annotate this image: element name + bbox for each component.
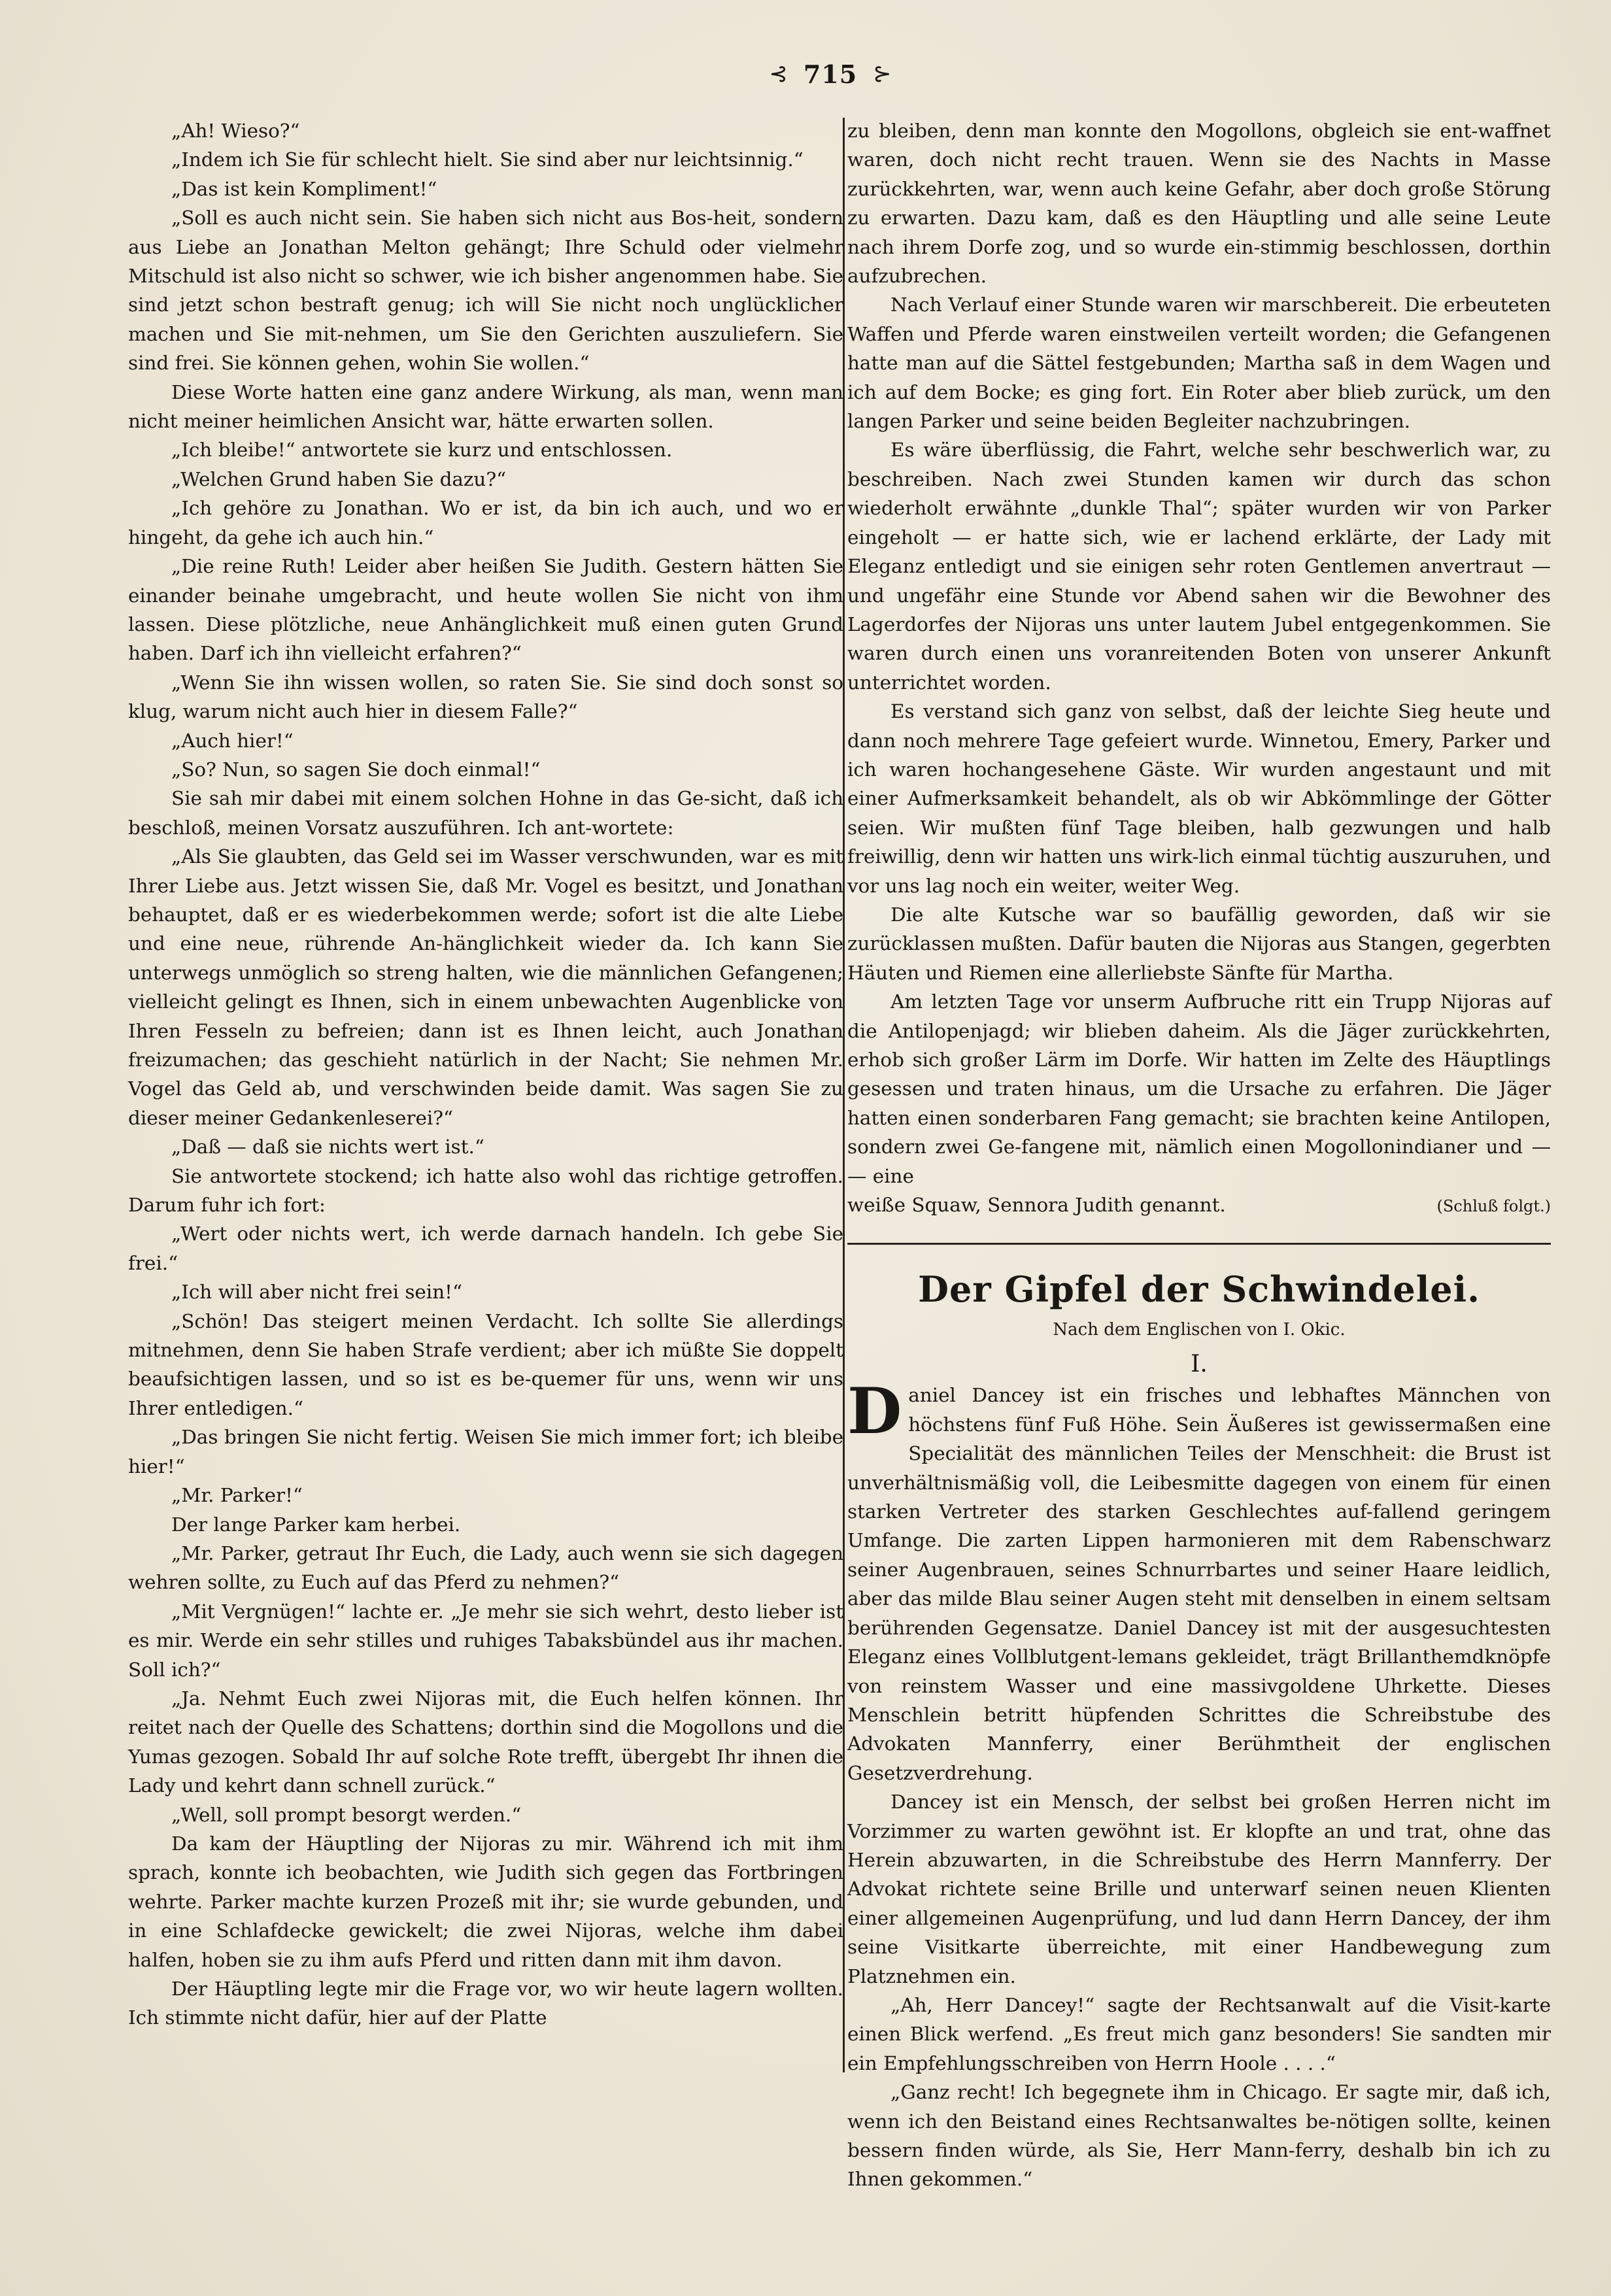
paragraph: Sie antwortete stockend; ich hatte also wohl das richtige getroffen. Darum fuhr ich fort: [128,1164,843,1217]
paragraph: Am letzten Tage vor unserm Aufbruche ritt ein Trupp Nijoras auf die Antilopenjagd; wir blieben daheim. Als die Jäger zurückkehrten, erhob sich großer Lärm im Dorfe. Wir hatten im Zelte des Häuptlings gesessen und traten hinaus, um die Ursache zu erfahren. Die Jäger hatten einen sonderbaren Fang gemacht; sie brachten keine Antilopen, sondern zwei Ge-fangene mit, nämlich einen Mogollonindianer und — — eine [847,990,1551,1187]
paragraph: Es wäre überflüssig, die Fahrt, welche sehr beschwerlich war, zu beschreiben. Nach zwei Stunden kamen wir durch das schon wiederholt erwähnte „dunkle Thal“; später wurden wir von Parker eingeholt — er hatte sich, wie er lachend erklärte, der Lady mit Eleganz entledigt und sie einigen sehr roten Gentlemen anvertraut — und ungefähr eine Stunde vor Abend sahen wir die Bewohner des Lagerdorfes der Nijoras uns unter lautem Jubel entgegenkommen. Sie waren durch einen uns voranreitenden Boten von unserer Ankunft unterrichtet worden. [847,439,1551,694]
paragraph: „Indem ich Sie für schlecht hielt. Sie sind aber nur leichtsinnig.“ [171,148,804,171]
first-paragraph [847,1374,1551,1787]
paragraph: „Die reine Ruth! Leider aber heißen Sie Judith. Gestern hätten Sie einander beinahe umgebracht, und heute wollen Sie nicht von ihm lassen. Diese plötzliche, neue Anhänglichkeit muß einen guten Grund haben. Darf ich ihn vielleicht erfahren?“ [128,555,843,665]
paragraph: Es verstand sich ganz von selbst, daß der leichte Sieg heute und dann noch mehrere Tage gefeiert wurde. Winnetou, Emery, Parker und ich waren hochangesehene Gäste. Wir wurden angestaunt und mit einer Aufmerksamkeit behandelt, als ob wir Abkömmlinge der Götter seien. Wir mußten fünf Tage bleiben, halb gezwungen und halb freiwillig, denn wir hatten uns wirk-lich einmal tüchtig auszuruhen, und vor uns lag noch ein weiter, weiter Weg. [847,700,1551,897]
paragraph: „So? Nun, so sagen Sie doch einmal!“ [171,758,541,781]
to-be-continued-note: (Schluß folgt.) [1436,1197,1551,1216]
page-header [739,58,922,90]
paragraph: Da kam der Häuptling der Nijoras zu mir. Während ich mit ihm sprach, konnte ich beobachten, wie Judith sich gegen das Fortbringen wehrte. Parker machte kurzen Prozeß mit ihr; sie wurde gebunden, und in eine Schlafdecke gewickelt; die zwei Nijoras, welche ihm dabei halfen, hoben sie zu ihm aufs Pferd und ritten dann mit ihm davon. [128,1832,843,1971]
paragraph: „Well, soll prompt besorgt werden.“ [171,1803,522,1826]
paragraph: „Ah! Wieso?“ [171,120,300,142]
story-title: Der Gipfel der Schwindelei. [918,1268,1480,1311]
paragraph: „Auch hier!“ [171,729,294,752]
paragraph: Nach Verlauf einer Stunde waren wir marschbereit. Die erbeuteten Waffen und Pferde waren einstweilen verteilt worden; die Gefangenen hatte man auf die Sättel festgebunden; Martha saß in dem Wagen und ich auf dem Bocke; es ging fort. Ein Roter aber blieb zurück, um den langen Parker und seine beiden Begleiter nachzubringen. [847,294,1551,433]
paragraph: „Daß — daß sie nichts wert ist.“ [171,1136,484,1158]
paragraph: „Schön! Das steigert meinen Verdacht. Ich sollte Sie allerdings mitnehmen, denn Sie haben Strafe verdient; aber ich müßte Sie doppelt beaufsichtigen lassen, und so ist es be-quemer für uns, wenn wir uns Ihrer entledigen.“ [128,1309,843,1419]
left-column [128,116,843,2033]
paragraph: „Mr. Parker, getraut Ihr Euch, die Lady, auch wenn sie sich dagegen wehren sollte, zu Euch auf das Pferd zu nehmen?“ [128,1542,843,1594]
ornament-left-icon: ⊰ [769,61,788,87]
paragraph: Sie sah mir dabei mit einem solchen Hohne in das Ge-sicht, daß ich beschloß, meinen Vorsatz auszuführen. Ich ant-wortete: [128,787,843,839]
paragraph: Die alte Kutsche war so baufällig geworden, daß wir sie zurücklassen mußten. Dafür bauten die Nijoras aus Stangen, gegerbten Häuten und Riemen eine allerliebste Sänfte für Martha. [847,903,1551,984]
paragraph: Der lange Parker kam herbei. [171,1513,461,1536]
chapter-number: I. [1191,1351,1208,1378]
paragraph: Diese Worte hatten eine ganz andere Wirkung, als man, wenn man nicht meiner heimlichen Ansicht war, hätte erwarten sollen. [128,380,843,433]
paragraph: „Wenn Sie ihn wissen wollen, so raten Sie. Sie sind doch sonst so klug, warum nicht auch hier in diesem Falle?“ [128,671,843,723]
first-paragraph-text: aniel Dancey ist ein frisches und lebhaftes Männchen von höchstens fünf Fuß Höhe. Sein Äußeres ist gewissermaßen eine Specialität des männlichen Teiles der Menschheit: die Brust ist unverhältnismäßig voll, die Leibesmitte dagegen von einem für einen starken Vertreter des starken Geschlechtes auf-fallend geringem Umfange. Die zarten Lippen harmonieren mit dem Rabenschwarz seiner Augenbrauen, seines Schnurrbartes und seiner Haare leidlich, aber das milde Blau seiner Augen steht mit denselben in einem seltsam berührenden Gegensatze. Daniel Dancey ist mit der ausgesuchtesten Eleganz eines Vollblutgent-lemans gekleidet, trägt Brillanthemdknöpfe von reinstem Wasser und eine massivgoldene Uhrkette. Dieses Menschlein betritt hüpfenden Schrittes die Schreibstube des Advokaten Mannferry, einer Berühmtheit der englischen Gesetzverdrehung. [847,1384,1551,1784]
paragraph: Der Häuptling legte mir die Frage vor, wo wir heute lagern wollten. Ich stimmte nicht dafür, hier auf der Platte [128,1978,843,2029]
paragraph: „Ah, Herr Dancey!“ sagte der Rechtsanwalt auf die Visit-karte einen Blick werfend. „Es freut mich ganz besonders! Sie sandten mir ein Empfehlungsschreiben von Herrn Hoole . . . .“ [847,1993,1551,2074]
paragraph: „Ich gehöre zu Jonathan. Wo er ist, da bin ich auch, und wo er hingeht, da gehe ich auch hin.“ [128,497,843,549]
paragraph: „Ganz recht! Ich begegnete ihm in Chicago. Er sagte mir, daß ich, wenn ich den Beistand eines Rechtsanwaltes be-nötigen sollte, keinen bessern finden würde, als Sie, Herr Mann-ferry, deshalb bin ich zu Ihnen gekommen.“ [847,2081,1551,2191]
ornament-right-icon: ⊱ [873,61,892,87]
paragraph: „Soll es auch nicht sein. Sie haben sich nicht aus Bos-heit, sondern aus Liebe an Jonathan Melton gehängt; Ihre Schuld oder vielmehr Mitschuld ist also nicht so schwer, wie ich bisher angenommen habe. Sie sind jetzt schon bestraft genug; ich will Sie nicht noch unglücklicher machen und Sie mit-nehmen, um Sie den Gerichten auszuliefern. Sie sind frei. Sie können gehen, wohin Sie wollen.“ [128,207,843,375]
paragraph: „Das ist kein Kompliment!“ [171,177,437,200]
drop-cap: D [847,1374,902,1449]
paragraph: „Mit Vergnügen!“ lachte er. „Je mehr sie sich wehrt, desto lieber ist es mir. Werde ein sehr stilles und ruhiges Tabaksbündel aus ihr machen. Soll ich?“ [128,1600,843,1681]
last-line: weiße Squaw, Sennora Judith genannt. [847,1194,1226,1217]
paragraph: „Als Sie glaubten, das Geld sei im Wasser verschwunden, war es mit Ihrer Liebe aus. Jetzt wissen Sie, daß Mr. Vogel es besitzt, und Jonathan behauptet, daß er es wiederbekommen werde; sofort ist die alte Liebe und eine neue, rührende An-hänglichkeit wieder da. Ich kann Sie unterwegs unmöglich so streng halten, wie die männlichen Gefangenen; vielleicht gelingt es Ihnen, sich in einem unbewachten Augenblicke von Ihren Fesseln zu befreien; dann ist es Ihnen leicht, auch Jonathan freizumachen; das geschieht natürlich in der Nacht; Sie nehmen Mr. Vogel das Geld ab, und verschwinden beide damit. Was sagen Sie zu dieser meiner Gedankenleserei?“ [128,845,843,1129]
paragraph: „Welchen Grund haben Sie dazu?“ [171,467,507,490]
paragraph: Dancey ist ein Mensch, der selbst bei großen Herren nicht im Vorzimmer zu warten gewöhnt ist. Er klopfte an und trat, ohne das Herein abzuwarten, in die Schreibstube des Herrn Mannferry. Der Advokat richtete seine Brille und unterwarf seinen neuen Klienten einer allgemeinen Augenprüfung, und lud dann Herrn Dancey, der ihm seine Visitkarte überreichte, mit einer Handbewegung zum Platznehmen ein. [847,1791,1551,1987]
story-byline: Nach dem Englischen von I. Okic. [1053,1320,1346,1340]
right-column [847,116,1551,2194]
page-number: 715 [803,59,858,89]
paragraph: „Ich will aber nicht frei sein!“ [171,1281,462,1304]
paragraph: „Ja. Nehmt Euch zwei Nijoras mit, die Euch helfen können. Ihr reitet nach der Quelle des Schattens; dorthin sind die Mogollons und die Yumas gezogen. Sobald Ihr auf solche Rote trefft, übergebt Ihr ihnen die Lady und kehrt dann schnell zurück.“ [128,1687,843,1797]
paragraph: „Mr. Parker!“ [171,1484,303,1507]
paragraph: „Das bringen Sie nicht fertig. Weisen Sie mich immer fort; ich bleibe hier!“ [128,1426,843,1477]
paragraph-continuation: zu bleiben, denn man konnte den Mogollons, obgleich sie ent-waffnet waren, doch nicht recht trauen. Wenn sie des Nachts in Masse zurückkehrten, war, wenn auch keine Gefahr, aber doch große Störung zu erwarten. Dazu kam, daß es den Häuptling und alle seine Leute nach ihrem Dorfe zog, und so wurde ein-stimmig beschlossen, dorthin aufzubrechen. [847,120,1551,288]
paragraph: „Wert oder nichts wert, ich werde darnach handeln. Ich gebe Sie frei.“ [128,1223,843,1274]
story-end-line [847,1190,1551,1221]
paragraph: „Ich bleibe!“ antwortete sie kurz und entschlossen. [171,439,673,462]
section-rule [847,1243,1551,1245]
